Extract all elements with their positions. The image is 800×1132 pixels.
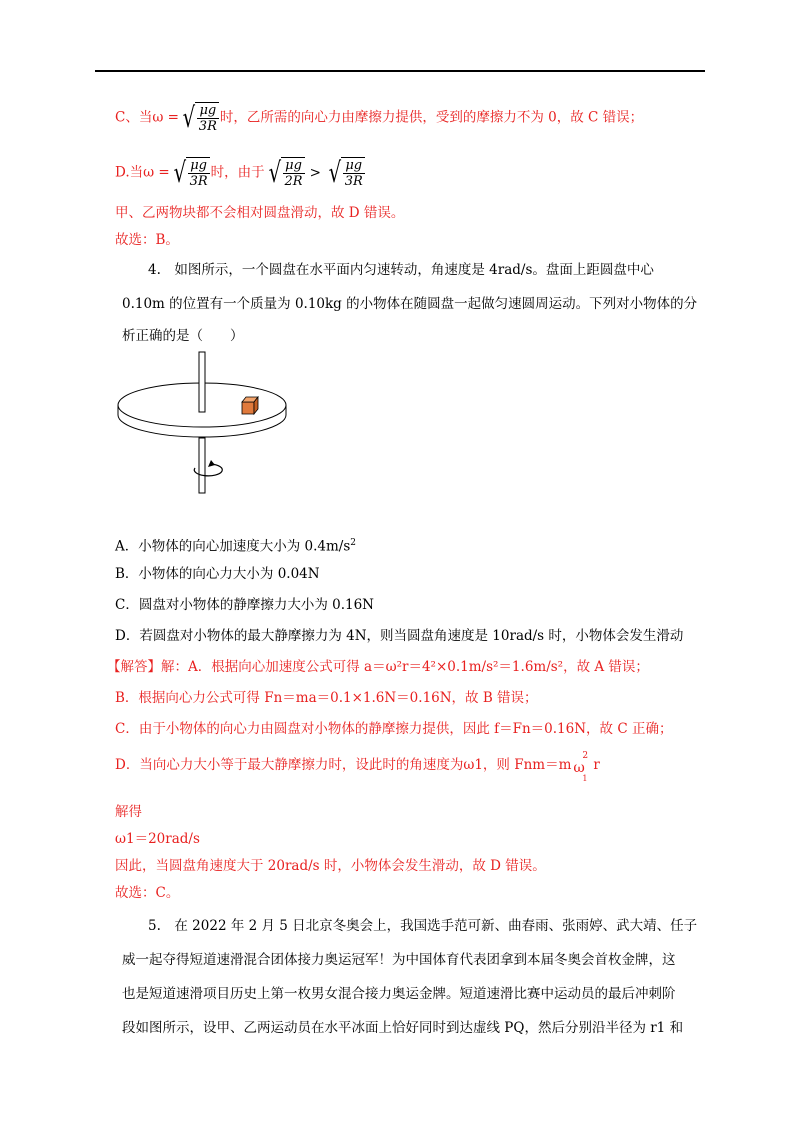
- axle-lower: [199, 438, 205, 493]
- conclusion: 因此，当圆盘角速度大于 20rad/s 时，小物体会发生滑动，故 D 错误。: [115, 858, 546, 874]
- prev-option-c: C、当ω = √ $\frac{\mu g}{3R}$ 时，乙所需的向心力由摩擦力提供，受到的摩擦力不为 0，故 C 错误；: [115, 101, 644, 134]
- answer-d: D．当向心力大小等于最大静摩擦力时，设此时的角速度为ω1，则 Fnm＝m ω 1 2 r: [115, 751, 600, 783]
- prev-choice: 故选：B。: [115, 232, 179, 248]
- rotating-disc-figure: [115, 350, 295, 495]
- axle-upper: [199, 352, 205, 412]
- solve-label: 解得: [115, 804, 142, 820]
- header-rule: [95, 70, 705, 72]
- answer-b: B．根据向心力公式可得 Fn＝ma＝0.1×1.6N＝0.16N，故 B 错误；: [115, 690, 538, 706]
- option-a: A．小物体的向心加速度大小为 $0.4m/s^2$: [115, 538, 357, 555]
- q4-line1: 4. 如图所示，一个圆盘在水平面内匀速转动，角速度是 4rad/s。盘面上距圆盘中心: [148, 262, 654, 278]
- omega-squared: ω 1 2: [573, 751, 589, 783]
- q5-line1: 5. 在 2022 年 2 月 5 日北京冬奥会上，我国选手范可新、曲春雨、张雨婷、武大靖、任子: [148, 918, 698, 934]
- q4-line2: 0.10m 的位置有一个质量为 0.10kg 的小物体在随圆盘一起做匀速圆周运动。下列对小物体的分: [122, 296, 698, 312]
- rotation-arrow-icon: [194, 460, 222, 476]
- q5-line4: 段如图所示，设甲、乙两运动员在水平冰面上恰好同时到达虚线 PQ，然后分别沿半径为 r1 和: [122, 1020, 684, 1036]
- option-d: D．若圆盘对小物体的最大静摩擦力为 4N，则当圆盘角速度是 10rad/s 时，小物体会发生滑动: [115, 628, 684, 644]
- q4-line3: 析正确的是（ ）: [122, 328, 244, 344]
- q5-line3: 也是短道速滑项目历史上第一枚男女混合接力奥运金牌。短道速滑比赛中运动员的最后冲刺阶: [122, 986, 676, 1002]
- omega-result: ω1＝20rad/s: [115, 831, 200, 847]
- answer-c: C．由于小物体的向心力由圆盘对小物体的静摩擦力提供，因此 f＝Fn＝0.16N，故 C 正确；: [115, 721, 673, 737]
- q5-line2: 威一起夺得短道速滑混合团体接力奥运冠军！为中国体育代表团拿到本届冬奥会首枚金牌，这: [122, 952, 676, 968]
- small-block: [242, 397, 258, 414]
- final-choice: 故选：C。: [115, 885, 180, 901]
- option-b: B．小物体的向心力大小为 0.04N: [115, 566, 320, 582]
- prev-conclusion: 甲、乙两物块都不会相对圆盘滑动，故 D 错误。: [115, 205, 405, 221]
- option-c: C．圆盘对小物体的静摩擦力大小为 0.16N: [115, 597, 374, 613]
- answer-a: 【解答】解：A．根据向心加速度公式可得 a＝ω²r＝4²×0.1m/s²＝1.6m/s²，故 A 错误；: [107, 659, 649, 675]
- prev-option-d: D.当ω = √ $\frac{\mu g}{3R}$ 时，由于 √ $\frac{\mu g}{2R}$ > √ $\frac{\mu g}{3R}$: [115, 156, 363, 189]
